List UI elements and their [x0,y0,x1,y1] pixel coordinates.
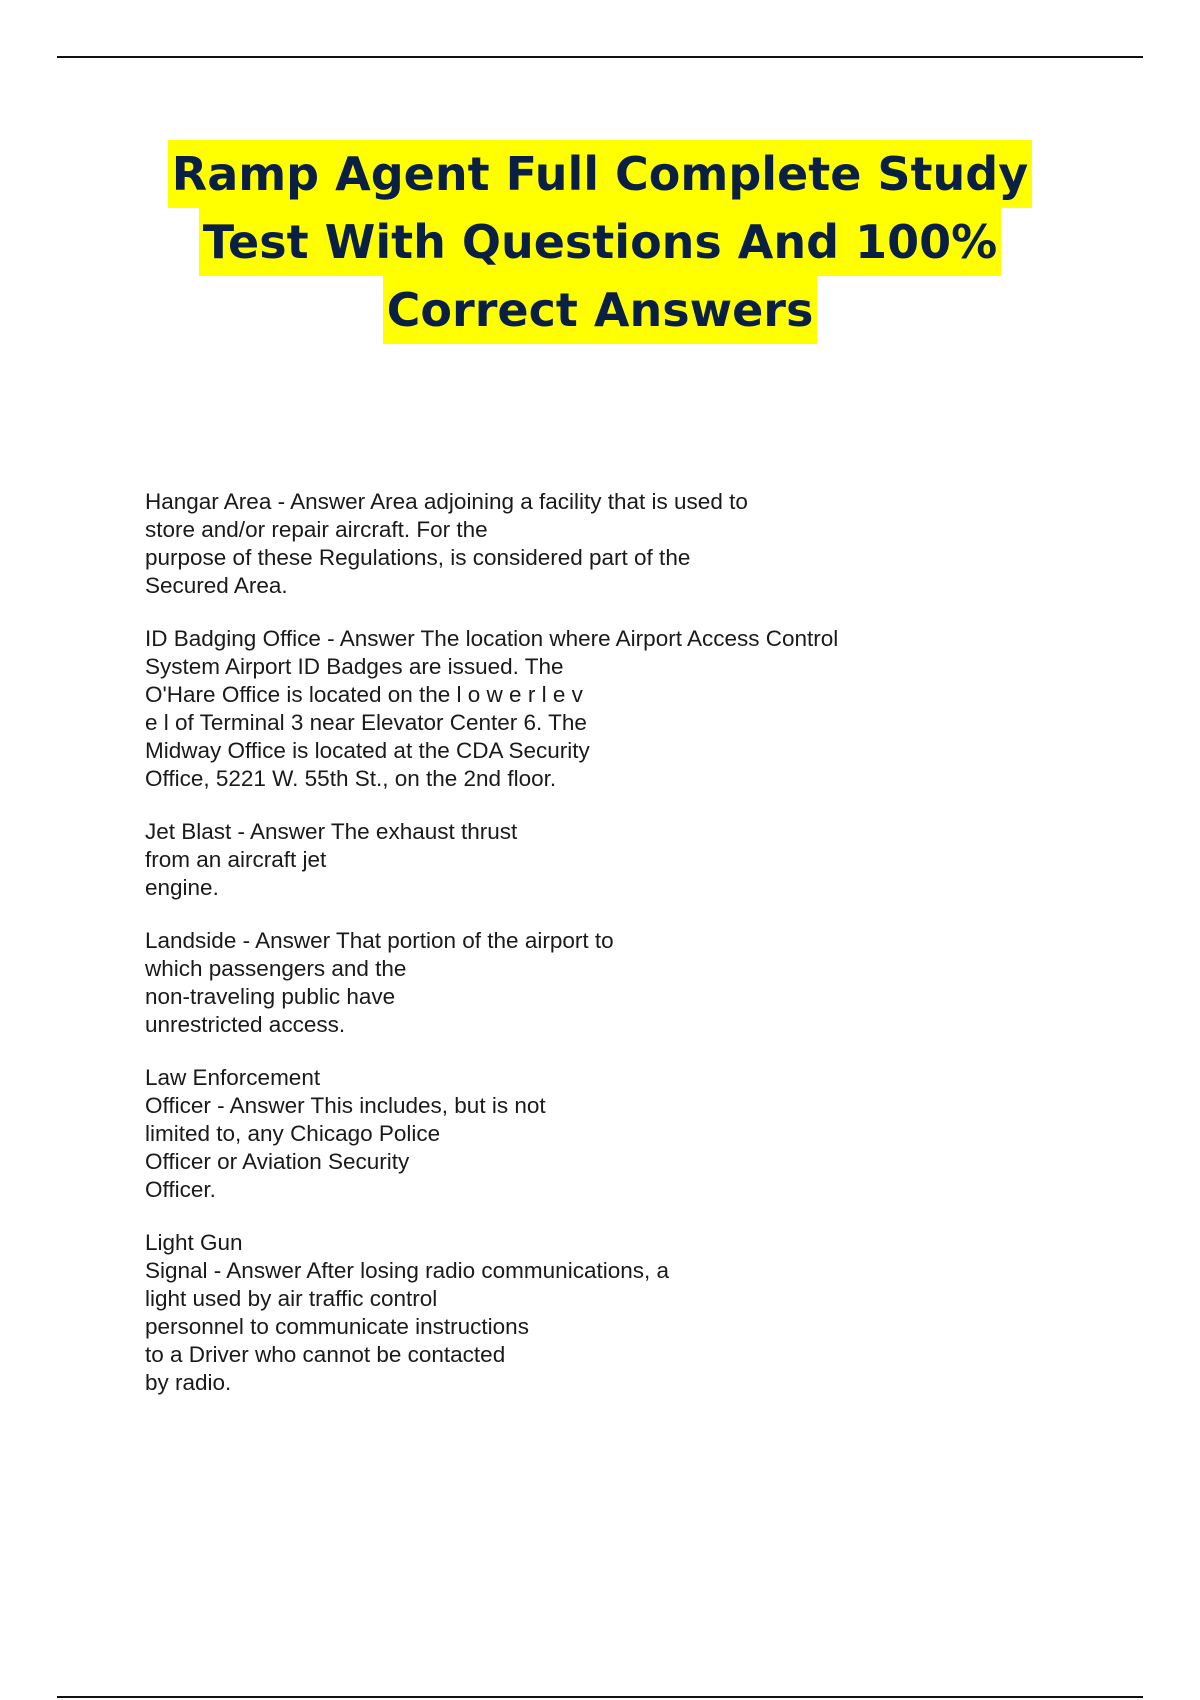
definition-line: non-traveling public have [145,984,396,1009]
definition-landside [145,927,1045,1039]
definition-line: by radio. [145,1370,232,1395]
bottom-rule [57,1696,1143,1698]
top-rule [57,56,1143,58]
definition-line: Signal - Answer After losing radio communications, a [145,1258,670,1283]
definition-line: unrestricted access. [145,1012,346,1037]
definition-jet-blast [145,818,1045,902]
definition-line: Officer - Answer This includes, but is not [145,1093,546,1118]
definition-line: O'Hare Office is located on the l o w e r l e v [145,682,583,707]
definition-line: Office, 5221 W. 55th St., on the 2nd floor. [145,766,557,791]
definition-line: Midway Office is located at the CDA Security [145,738,590,763]
definition-line: Law Enforcement [145,1065,321,1090]
definition-hangar-area [145,488,1045,600]
definition-line: store and/or repair aircraft. For the [145,517,488,542]
definition-id-badging-office [145,625,1045,793]
definition-line: System Airport ID Badges are issued. The [145,654,564,679]
definition-law-enforcement-officer [145,1064,1045,1204]
title-line-1: Ramp Agent Full Complete Study [168,140,1032,208]
definition-line: to a Driver who cannot be contacted [145,1342,506,1367]
definitions-list [145,488,1045,1422]
definition-line: personnel to communicate instructions [145,1314,529,1339]
definition-line: which passengers and the [145,956,407,981]
definition-line: light used by air traffic control [145,1286,438,1311]
definition-line: Jet Blast - Answer The exhaust thrust [145,819,518,844]
definition-line: Light Gun [145,1230,243,1255]
definition-line: purpose of these Regulations, is considered part of the [145,545,691,570]
definition-line: engine. [145,875,219,900]
definition-line: limited to, any Chicago Police [145,1121,441,1146]
definition-line: Hangar Area - Answer Area adjoining a facility that is used to [145,489,748,514]
definition-line: Landside - Answer That portion of the airport to [145,928,614,953]
title-line-2: Test With Questions And 100% [199,208,1001,276]
title-line-3: Correct Answers [383,276,818,344]
definition-line: Secured Area. [145,573,288,598]
definition-line: from an aircraft jet [145,847,327,872]
definition-line: e l of Terminal 3 near Elevator Center 6. The [145,710,587,735]
document-title [100,140,1100,344]
definition-light-gun-signal [145,1229,1045,1397]
definition-line: ID Badging Office - Answer The location where Airport Access Control [145,626,839,651]
definition-line: Officer or Aviation Security [145,1149,410,1174]
definition-line: Officer. [145,1177,216,1202]
